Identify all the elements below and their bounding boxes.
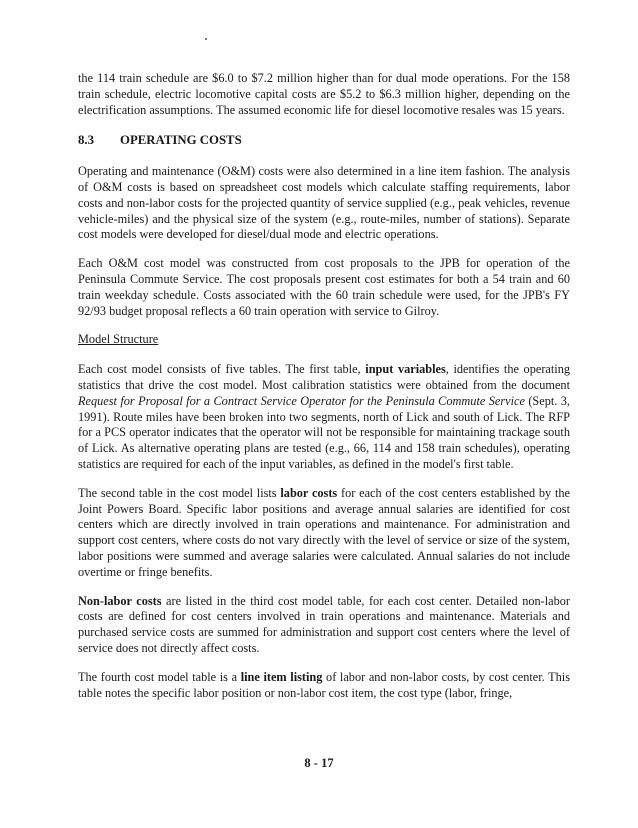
document-body xyxy=(78,71,570,714)
term-labor-costs: labor costs xyxy=(280,485,338,500)
text-run: , identifies the operating statistics that drive the cost model. Most calibration statistics were obtained from the document xyxy=(78,362,570,392)
section-title: OPERATING COSTS xyxy=(120,133,242,148)
text-run: are listed in the third cost model table, for each cost center. Detailed non-labor costs are defined for cost centers involved in train operations and maintenance. Materials and purchased service costs are summed for administration and support cost centers where the level of service does not directly affect costs. xyxy=(78,593,570,655)
document-title-rfp: Request for Proposal for a Contract Service Operator for the Peninsula Commute Service xyxy=(78,393,525,408)
intro-paragraph: the 114 train schedule are $6.0 to $7.2 million higher than for dual mode operations. For the 158 train schedule, electric locomotive capital costs are $5.2 to $6.3 million higher, depending on the electrification assumptions. The assumed economic life for diesel locomotive resales was 15 years. xyxy=(78,71,570,117)
model-paragraph-3 xyxy=(78,594,570,657)
model-structure-subheading: Model Structure xyxy=(78,332,159,347)
section-heading xyxy=(78,133,570,149)
term-line-item-listing: line item listing xyxy=(240,669,323,684)
model-paragraph-4 xyxy=(78,670,570,702)
text-run: (Sept. 3, 1991). Route miles have been broken into two segments, north of Lick and south of Lick. The RFP for a PCS operator indicates that the operator will not be responsible for maintaining trackage south of Lick. As alternative operating plans are tested (e.g., 66, 114 and 158 train schedules), operating statistics are required for each of the input variables, as defined in the model's first table. xyxy=(78,393,571,471)
text-run: The fourth cost model table is a xyxy=(78,669,241,684)
page-number: 8 - 17 xyxy=(304,756,334,770)
om-paragraph-2: Each O&M cost model was constructed from cost proposals to the JPB for operation of the Peninsula Commute Service. The cost proposals present cost estimates for both a 54 train and 60 train weekday schedule. Costs associated with the 60 train schedule were used, for the JPB's FY 92/93 budget proposal reflects a 60 train operation with service to Gilroy. xyxy=(78,256,570,318)
term-non-labor-costs: Non-labor costs xyxy=(78,593,162,608)
om-paragraph-1: Operating and maintenance (O&M) costs were also determined in a line item fashion. The analysis of O&M costs is based on spreadsheet cost models which calculate staffing requirements, labor costs and non-labor costs for the projected quantity of service supplied (e.g., peak vehicles, revenue vehicle-miles) and the physical size of the system (e.g., route-miles, number of stations). Separate cost models were developed for diesel/dual mode and electric operations. xyxy=(78,164,570,242)
model-paragraph-2 xyxy=(78,486,570,581)
text-run: for each of the cost centers established by the Joint Powers Board. Specific labor positions and average annual salaries are identified for cost centers which are directly involved in train operations and maintenance. For administration and support cost centers, where costs do not vary directly with the level of service or size of the system, labor positions were summed and average salaries were calculated. Annual salaries do not include overtime or fringe benefits. xyxy=(78,485,570,579)
text-run: Each cost model consists of five tables. The first table, xyxy=(78,362,366,377)
text-run: The second table in the cost model lists xyxy=(78,485,281,500)
scan-speck xyxy=(205,38,207,40)
text-run: of labor and non-labor costs, by cost center. This table notes the specific labor position or non-labor cost item, the cost type (labor, fringe, xyxy=(78,669,571,700)
section-number: 8.3 xyxy=(78,133,94,148)
term-input-variables: input variables xyxy=(365,362,446,377)
model-paragraph-1 xyxy=(78,362,570,473)
